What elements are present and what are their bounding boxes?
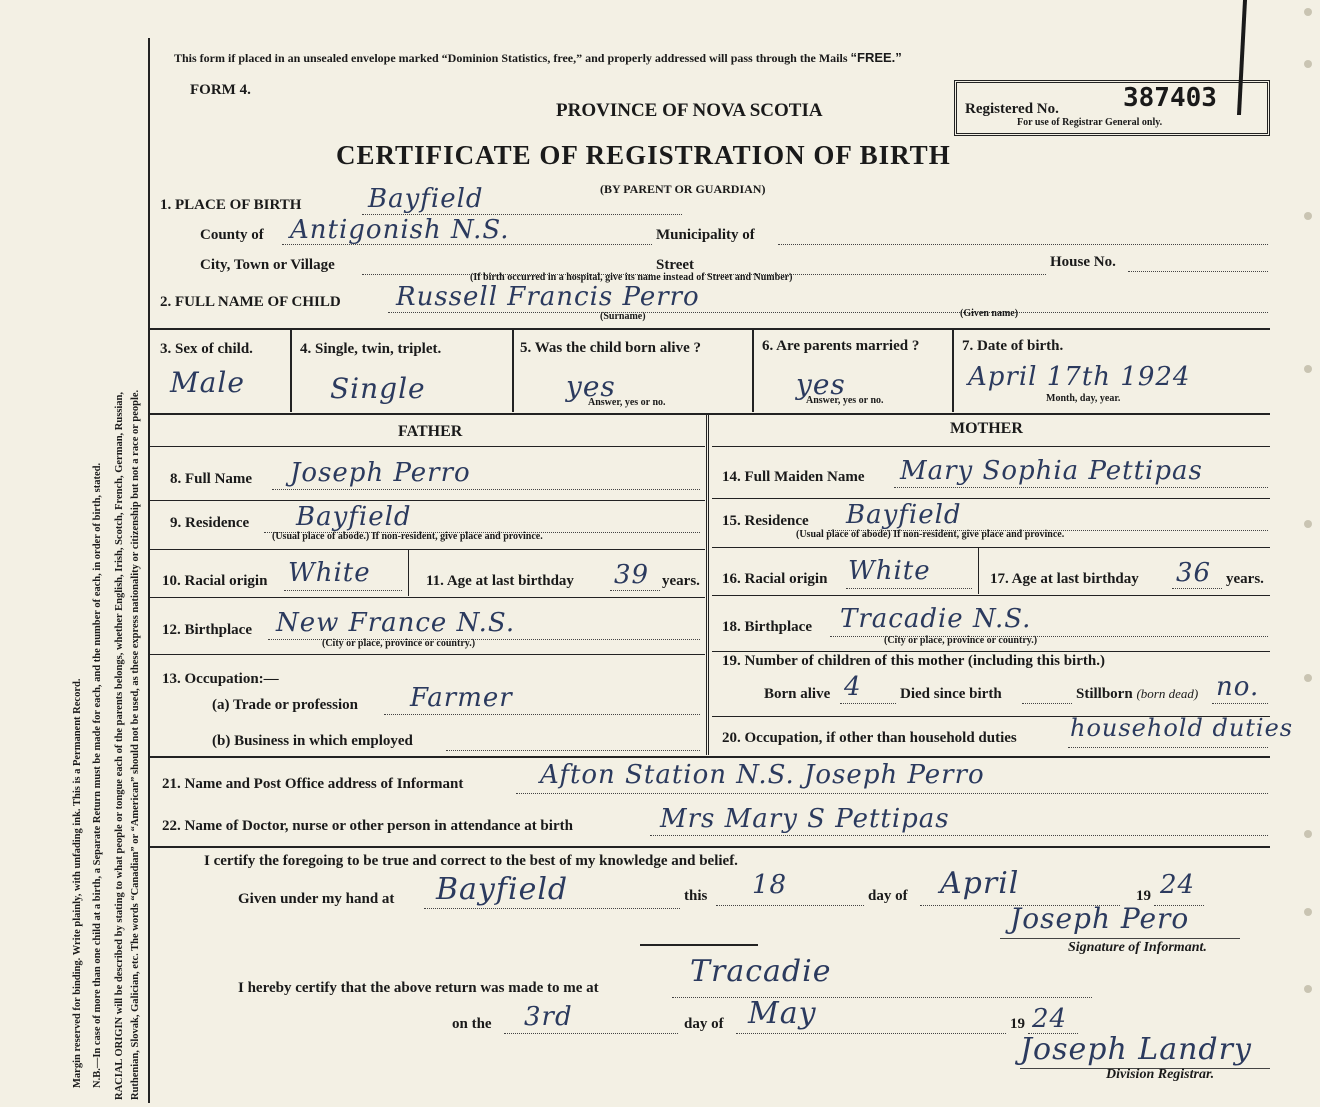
registrar-year-value: 24 xyxy=(1032,1004,1068,1034)
dob-note: Month, day, year. xyxy=(1046,393,1121,404)
margin-note-racial-origin: RACIAL ORIGIN will be described by stating to what people or tongue each of the parents belongs, whether English, Irish, Scotch, French, German, Russian, xyxy=(114,391,125,1100)
mother-residence-value: Bayfield xyxy=(846,500,962,530)
child-name-value: Russell Francis Perro xyxy=(396,282,700,312)
born-alive-value: 4 xyxy=(844,672,862,702)
children-count-label: 19. Number of children of this mother (including this birth.) xyxy=(722,653,1105,669)
registered-no-note: For use of Registrar General only. xyxy=(1017,117,1163,128)
stillborn-label xyxy=(1076,686,1198,703)
page-title: CERTIFICATE OF REGISTRATION OF BIRTH xyxy=(336,140,951,170)
father-birthplace-label: 12. Birthplace xyxy=(162,622,252,638)
street-label: Street xyxy=(656,257,695,273)
doctor-value: Mrs Mary S Pettipas xyxy=(660,804,950,834)
registrar-caption: Division Registrar. xyxy=(1106,1067,1215,1082)
registrar-month-value: May xyxy=(748,996,817,1031)
registrar-signature: Joseph Landry xyxy=(1020,1032,1252,1067)
father-heading: FATHER xyxy=(398,423,463,440)
margin-note-binding: Margin reserved for binding. Write plainly, with unfading ink. This is a Permanent Record. xyxy=(72,678,83,1088)
given-day-of-label: day of xyxy=(868,888,908,904)
father-name-label: 8. Full Name xyxy=(170,471,253,487)
mother-years-label: years. xyxy=(1226,571,1264,587)
sex-label: 3. Sex of child. xyxy=(160,341,253,357)
father-trade-value: Farmer xyxy=(410,683,513,713)
given-month-value: April xyxy=(940,866,1020,901)
registered-no-box xyxy=(954,80,1270,136)
center-divider xyxy=(706,415,709,755)
born-alive-note: Answer, yes or no. xyxy=(588,397,666,408)
mother-age-value: 36 xyxy=(1176,558,1212,588)
given-under-label: Given under my hand at xyxy=(238,891,395,907)
margin-note-multiple-births: N.B.—In case of more than one child at a birth, a Separate Return must be made for each, and the number of each, in order of birth, stated. xyxy=(92,462,103,1088)
born-alive-answer: yes xyxy=(566,370,616,403)
father-age-value: 39 xyxy=(614,560,650,590)
registered-no-label: Registered No. xyxy=(965,101,1059,117)
father-trade-label: (a) Trade or profession xyxy=(212,697,358,713)
surname-note: (Surname) xyxy=(600,311,646,322)
mother-residence-label: 15. Residence xyxy=(722,513,809,529)
given-year-value: 24 xyxy=(1160,870,1196,900)
province-heading: PROVINCE OF NOVA SCOTIA xyxy=(556,100,823,121)
given-year-prefix: 19 xyxy=(1136,888,1151,904)
place-of-birth-label: 1. PLACE OF BIRTH xyxy=(160,197,302,213)
certify-statement: I certify the foregoing to be true and correct to the best of my knowledge and belief. xyxy=(204,853,738,869)
mother-birthplace-note: (City or place, province or country.) xyxy=(884,635,1038,646)
father-residence-value: Bayfield xyxy=(296,502,412,532)
born-alive-question-label: 5. Was the child born alive ? xyxy=(520,340,701,356)
place-of-birth-value: Bayfield xyxy=(368,184,484,214)
stillborn-value: no. xyxy=(1216,672,1260,702)
registrar-year-prefix: 19 xyxy=(1010,1016,1025,1032)
parents-married-answer: yes xyxy=(796,368,846,401)
mother-residence-note: (Usual place of abode) If non-resident, give place and province. xyxy=(796,529,1065,540)
informant-value: Afton Station N.S. Joseph Perro xyxy=(540,760,985,790)
registrar-day-value: 3rd xyxy=(524,1002,573,1032)
mother-occupation-value: household duties xyxy=(1070,714,1294,742)
mother-race-label: 16. Racial origin xyxy=(722,571,828,587)
this-label: this xyxy=(684,888,708,904)
registrar-place-value: Tracadie xyxy=(690,954,832,989)
margin-note-racial-origin-2: Ruthenian, Slovak, Galician, etc. The words “Canadian” or “American” should not be used, as these express nationality or citizenship but not a race or people. xyxy=(130,389,141,1100)
stillborn-note: (born dead) xyxy=(1136,686,1199,701)
mail-notice xyxy=(174,50,902,66)
mother-race-value: White xyxy=(848,556,931,586)
dob-value: April 17th 1924 xyxy=(968,362,1191,392)
stillborn-text: Stillborn xyxy=(1076,686,1133,702)
father-occupation-label: 13. Occupation:— xyxy=(162,671,279,687)
section-separator xyxy=(640,944,758,946)
father-business-label: (b) Business in which employed xyxy=(212,733,413,749)
father-residence-label: 9. Residence xyxy=(170,515,250,531)
parents-married-note: Answer, yes or no. xyxy=(806,395,884,406)
informant-signature: Joseph Pero xyxy=(1010,902,1190,935)
registrar-statement: I hereby certify that the above return was made to me at xyxy=(238,980,599,996)
mother-occupation-label: 20. Occupation, if other than household duties xyxy=(722,730,1017,746)
punch-holes xyxy=(1304,0,1314,1107)
form-number: FORM 4. xyxy=(190,82,251,98)
county-value: Antigonish N.S. xyxy=(290,215,510,245)
mail-notice-text: This form if placed in an unsealed envelope marked “Dominion Statistics, free,” and properly addressed will pass through the Mails xyxy=(174,51,848,65)
dob-label: 7. Date of birth. xyxy=(962,338,1064,354)
registered-no-value: 387403 xyxy=(1123,83,1217,113)
given-day-value: 18 xyxy=(752,870,788,900)
birth-type-label: 4. Single, twin, triplet. xyxy=(300,341,442,357)
given-place-value: Bayfield xyxy=(436,872,569,907)
father-birthplace-value: New France N.S. xyxy=(276,608,516,638)
hospital-note: (If birth occurred in a hospital, give its name instead of Street and Number) xyxy=(470,272,793,283)
informant-label: 21. Name and Post Office address of Informant xyxy=(162,776,464,792)
city-label: City, Town or Village xyxy=(200,257,335,273)
given-name-note: (Given name) xyxy=(960,308,1019,319)
informant-signature-caption: Signature of Informant. xyxy=(1068,940,1207,955)
parents-married-label: 6. Are parents married ? xyxy=(762,338,920,354)
father-race-label: 10. Racial origin xyxy=(162,573,268,589)
born-alive-label: Born alive xyxy=(764,686,831,702)
municipality-label: Municipality of xyxy=(656,227,755,243)
page-subtitle: (BY PARENT OR GUARDIAN) xyxy=(600,182,766,196)
mother-heading: MOTHER xyxy=(950,420,1023,437)
mother-birthplace-label: 18. Birthplace xyxy=(722,619,812,635)
child-name-label: 2. FULL NAME OF CHILD xyxy=(160,294,341,310)
mother-name-label: 14. Full Maiden Name xyxy=(722,469,865,485)
died-since-birth-label: Died since birth xyxy=(900,686,1002,702)
registrar-on-the-label: on the xyxy=(452,1016,492,1032)
registrar-day-of-label: day of xyxy=(684,1016,724,1032)
birth-type-value: Single xyxy=(330,372,426,405)
father-birthplace-note: (City or place, province or country.) xyxy=(322,638,476,649)
father-race-value: White xyxy=(288,558,371,588)
father-years-label: years. xyxy=(662,573,700,589)
binding-margin-line xyxy=(148,38,150,1103)
mother-name-value: Mary Sophia Pettipas xyxy=(900,456,1203,486)
mother-age-label: 17. Age at last birthday xyxy=(990,571,1139,587)
father-name-value: Joseph Perro xyxy=(290,458,471,488)
doctor-label: 22. Name of Doctor, nurse or other person in attendance at birth xyxy=(162,818,573,834)
father-residence-note: (Usual place of abode.) If non-resident, give place and province. xyxy=(272,531,543,542)
sex-value: Male xyxy=(170,366,245,399)
father-age-label: 11. Age at last birthday xyxy=(426,573,574,589)
county-label: County of xyxy=(200,227,264,243)
house-no-label: House No. xyxy=(1050,254,1116,270)
mail-free-label: “FREE.” xyxy=(850,50,902,65)
mother-birthplace-value: Tracadie N.S. xyxy=(840,604,1032,634)
